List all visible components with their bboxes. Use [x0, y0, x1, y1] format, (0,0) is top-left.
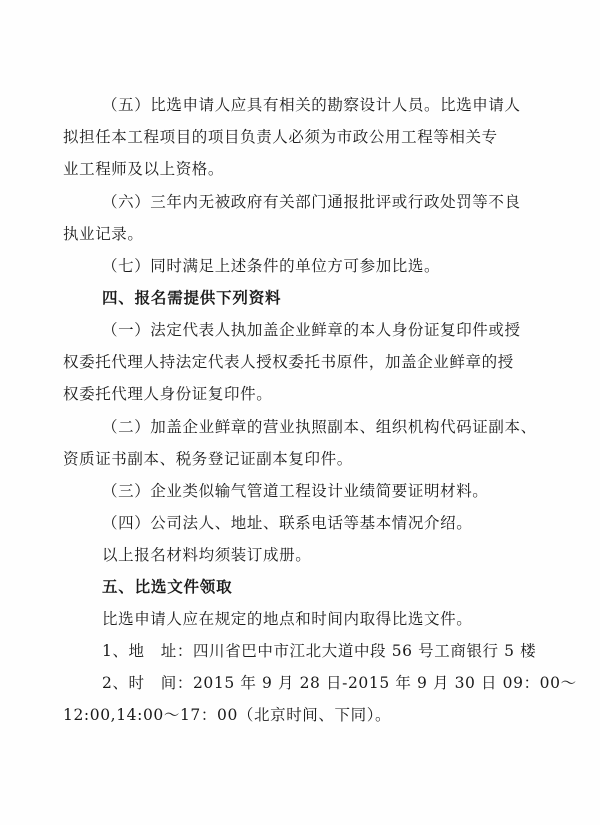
para-5-line-3: 业工程师及以上资格。	[63, 160, 225, 178]
para-6-line-2: 执业记录。	[63, 225, 144, 243]
item-2-line-2: 资质证书副本、税务登记证副本复印件。	[63, 450, 353, 468]
time-line-1: 2、时 间：2015 年 9 月 28 日-2015 年 9 月 30 日 09：00～	[102, 674, 577, 692]
time-line-2: 12:00,14:00～17：00（北京时间、下同）。	[63, 706, 392, 724]
item-1-line-2: 权委托代理人持法定代表人授权委托书原件，加盖企业鲜章的授	[63, 353, 514, 371]
item-2-line-1: （二）加盖企业鲜章的营业执照副本、组织机构代码证副本、	[102, 418, 537, 436]
para-5-line-1: （五）比选申请人应具有相关的勘察设计人员。比选申请人	[102, 96, 521, 114]
section-4-heading: 四、报名需提供下列资料	[102, 289, 282, 307]
address-line: 1、地 址：四川省巴中市江北大道中段 56 号工商银行 5 楼	[102, 642, 537, 660]
item-1-line-3: 权委托代理人身份证复印件。	[63, 385, 273, 403]
para-6-line-1: （六）三年内无被政府有关部门通报批评或行政处罚等不良	[102, 193, 521, 211]
item-3-line-1: （三）企业类似输气管道工程设计业绩简要证明材料。	[102, 482, 489, 500]
para-7-line-1: （七）同时满足上述条件的单位方可参加比选。	[102, 257, 441, 275]
section-5-heading: 五、比选文件领取	[102, 578, 233, 596]
para-5-line-2: 拟担任本工程项目的项目负责人必须为市政公用工程等相关专	[63, 128, 498, 146]
item-1-line-1: （一）法定代表人执加盖企业鲜章的本人身份证复印件或授	[102, 321, 521, 339]
materials-note: 以上报名材料均须装订成册。	[102, 546, 312, 564]
section-5-intro: 比选申请人应在规定的地点和时间内取得比选文件。	[102, 610, 473, 628]
item-4-line-1: （四）公司法人、地址、联系电话等基本情况介绍。	[102, 514, 473, 532]
